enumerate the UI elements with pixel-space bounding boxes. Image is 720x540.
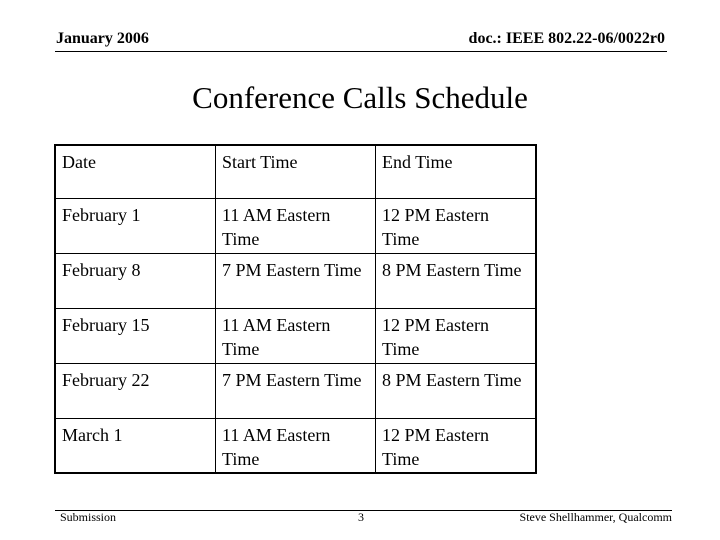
header-doc-id: doc.: IEEE 802.22-06/0022r0 bbox=[468, 30, 665, 47]
schedule-table bbox=[54, 144, 537, 474]
table-row bbox=[55, 418, 536, 473]
table-row bbox=[55, 308, 536, 363]
start-time-cell: 11 AM Eastern Time bbox=[216, 418, 376, 473]
header-date: January 2006 bbox=[56, 30, 149, 47]
end-time-cell: 12 PM Eastern Time bbox=[376, 198, 537, 253]
end-time-cell: 8 PM Eastern Time bbox=[376, 253, 537, 308]
date-cell: February 1 bbox=[55, 198, 216, 253]
start-time-cell: 7 PM Eastern Time bbox=[216, 363, 376, 418]
table-header-row bbox=[55, 145, 536, 198]
table-row bbox=[55, 198, 536, 253]
start-time-cell: 11 AM Eastern Time bbox=[216, 308, 376, 363]
column-header-start-time: Start Time bbox=[216, 145, 376, 198]
start-time-cell: 7 PM Eastern Time bbox=[216, 253, 376, 308]
date-cell: February 8 bbox=[55, 253, 216, 308]
page-number: 3 bbox=[358, 510, 364, 524]
end-time-cell: 12 PM Eastern Time bbox=[376, 418, 537, 473]
end-time-cell: 8 PM Eastern Time bbox=[376, 363, 537, 418]
table-row bbox=[55, 253, 536, 308]
slide-title: Conference Calls Schedule bbox=[192, 80, 528, 115]
start-time-cell: 11 AM Eastern Time bbox=[216, 198, 376, 253]
table-row bbox=[55, 363, 536, 418]
footer-author: Steve Shellhammer, Qualcomm bbox=[519, 510, 672, 524]
footer-submission: Submission bbox=[60, 510, 117, 524]
end-time-cell: 12 PM Eastern Time bbox=[376, 308, 537, 363]
header-divider bbox=[55, 51, 667, 52]
date-cell: March 1 bbox=[55, 418, 216, 473]
date-cell: February 15 bbox=[55, 308, 216, 363]
column-header-date: Date bbox=[55, 145, 216, 198]
column-header-end-time: End Time bbox=[376, 145, 537, 198]
date-cell: February 22 bbox=[55, 363, 216, 418]
